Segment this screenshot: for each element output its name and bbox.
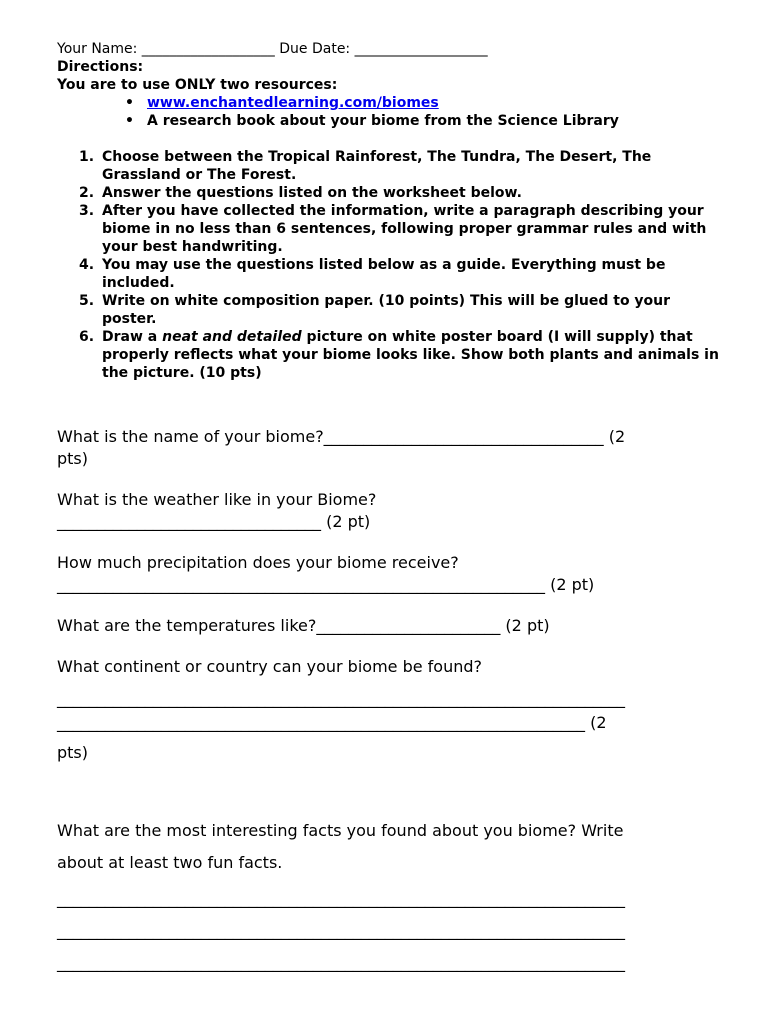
name-due-date-line: Your Name: ___________________ Due Date: ___________________ (57, 41, 488, 57)
instructions-section (57, 40, 723, 382)
list-item: 4. You may use the questions listed below as a guide. Everything must be included. (79, 257, 666, 291)
question-continent: What continent or country can your biome be found? _______________________________________________________________________ __________________________________________________________________ (2 pts) (57, 656, 723, 764)
resources-intro: You are to use ONLY two resources: (57, 77, 338, 93)
answer-line[interactable]: __________________________________________________________________ (2 (57, 713, 607, 732)
question-precipitation: How much precipitation does your biome receive? _____________________________________________________________ (2 pt) (57, 553, 595, 594)
question-weather: What is the weather like in your Biome? _________________________________ (2 pt) (57, 490, 377, 531)
answer-line[interactable]: _______________________________________________________________________ (57, 921, 625, 940)
resources-list (57, 94, 723, 130)
question-biome-name: What is the name of your biome?___________________________________ (2 pts) (57, 427, 626, 468)
list-item (125, 94, 723, 112)
question-fun-facts: What are the most interesting facts you found about you biome? Write about at least two fun facts. _______________________________________________________________________ _______________________________________________________________________ _______________________________________________________________________ (57, 815, 723, 979)
list-item: 1. Choose between the Tropical Rainforest, The Tundra, The Desert, The Grassland or The Forest. (79, 149, 652, 183)
list-item: 5. Write on white composition paper. (10 points) This will be glued to your poster. (79, 293, 671, 327)
question-temperatures: What are the temperatures like?_______________________ (2 pt) (57, 616, 550, 635)
list-item: 6. Draw a neat and detailed picture on white poster board (I will supply) that properly reflects what your biome looks like. Show both plants and animals in the picture. (10 pts) (79, 329, 719, 381)
bullet-icon: • (125, 113, 134, 129)
list-item: 2. Answer the questions listed on the worksheet below. (79, 185, 522, 201)
directions-heading: Directions: (57, 59, 144, 75)
resource-text: A research book about your biome from the Science Library (147, 113, 619, 129)
answer-line[interactable]: _______________________________________________________________________ (57, 889, 625, 908)
answer-line[interactable]: _______________________________________________________________________ (57, 953, 625, 972)
list-item: 3. After you have collected the information, write a paragraph describing your biome in no less than 6 sentences, following proper grammar rules and with your best handwriting. (79, 203, 707, 255)
resource-link[interactable]: www.enchantedlearning.com/biomes (147, 95, 439, 111)
steps-list (57, 148, 723, 382)
list-item (125, 112, 723, 130)
bullet-icon: • (125, 95, 134, 111)
answer-line[interactable]: _______________________________________________________________________ (57, 689, 625, 708)
